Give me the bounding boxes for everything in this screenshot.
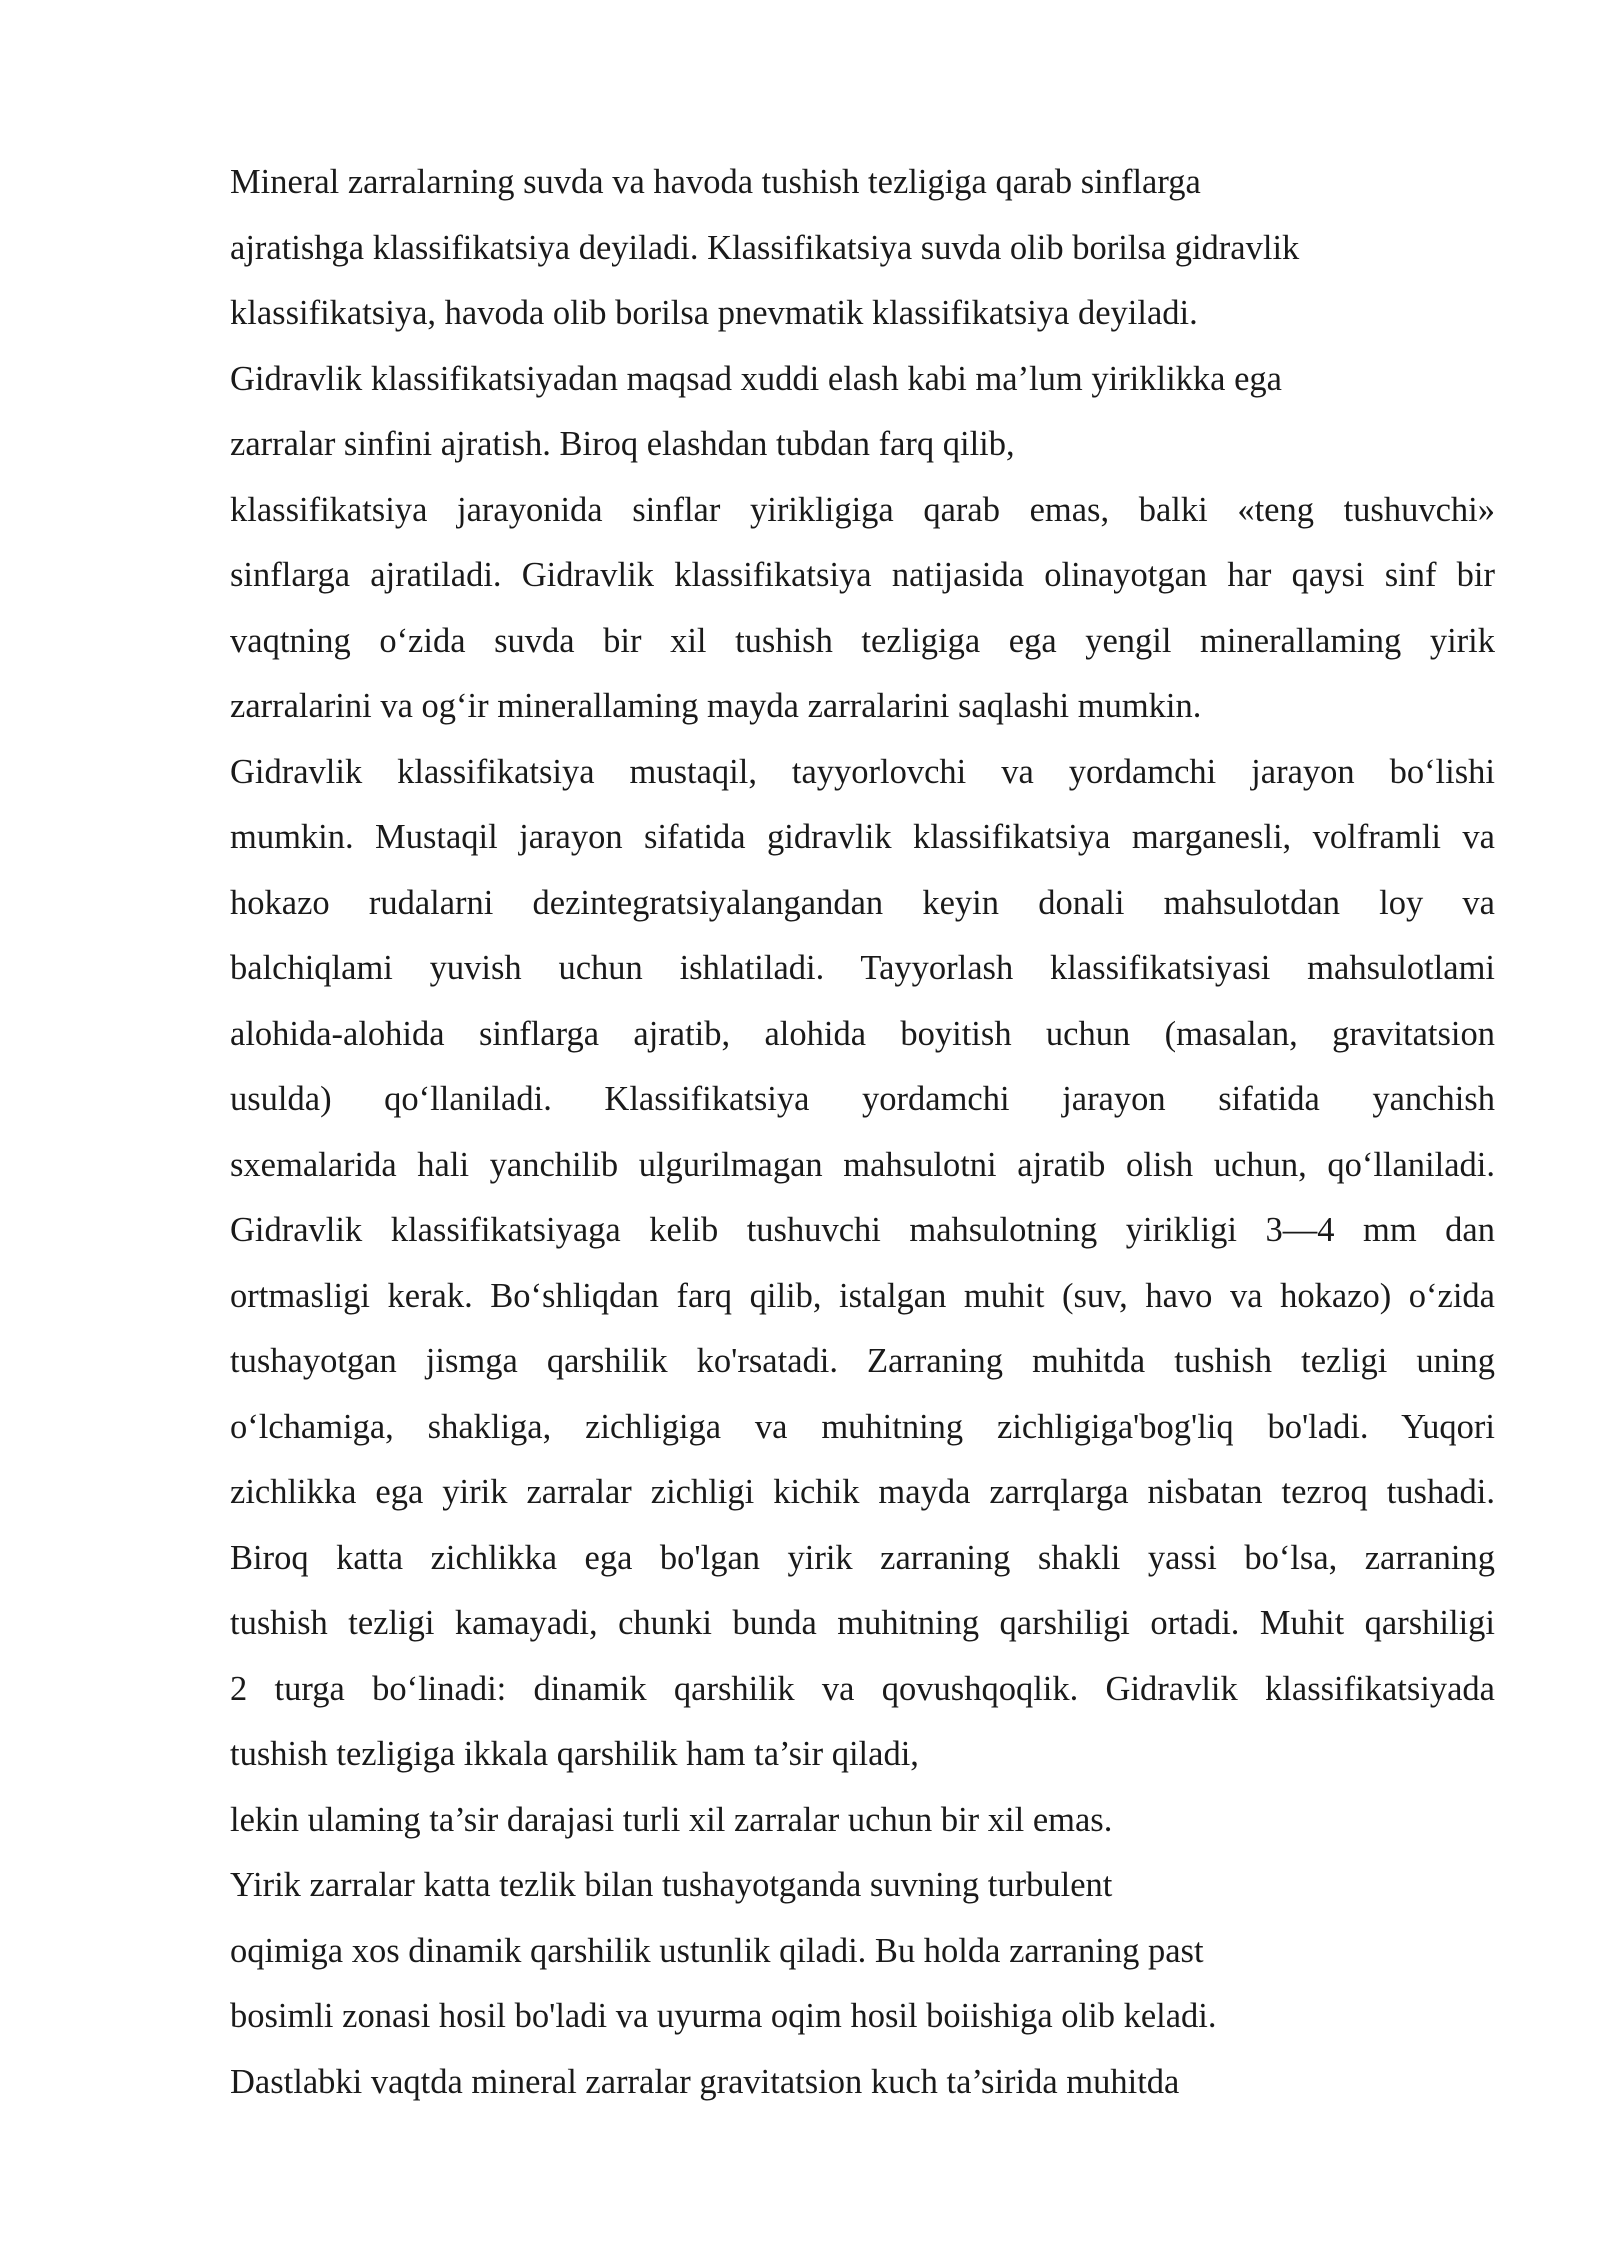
text-line: vaqtning o‘zida suvda bir xil tushish tezligiga ega yengil minerallaming yirik bbox=[230, 621, 1495, 660]
text-line: tushish tezligiga ikkala qarshilik ham ta’sir qiladi, bbox=[230, 1735, 919, 1773]
text-line: zarralar sinfini ajratish. Biroq elashdan tubdan farq qilib, bbox=[230, 425, 1015, 463]
text-line: klassifikatsiya jarayonida sinflar yirikligiga qarab emas, balki «teng tushuvchi» bbox=[230, 490, 1495, 529]
text-line: zarralarini va og‘ir minerallaming mayda zarralarini saqlashi mumkin. bbox=[230, 687, 1202, 725]
text-line: klassifikatsiya, havoda olib borilsa pnevmatik klassifikatsiya deyiladi. bbox=[230, 294, 1198, 332]
document-body bbox=[230, 150, 1495, 2115]
document-page bbox=[230, 150, 1495, 2115]
text-line: zichlikka ega yirik zarralar zichligi kichik mayda zarrqlarga nisbatan tezroq tushadi. bbox=[230, 1473, 1495, 1511]
text-line: oqimiga xos dinamik qarshilik ustunlik qiladi. Bu holda zarraning past bbox=[230, 1931, 1204, 1970]
text-line: bosimli zonasi hosil bo'ladi va uyurma oqim hosil boiishiga olib keladi. bbox=[230, 1997, 1217, 2035]
text-line: Gidravlik klassifikatsiyaga kelib tushuvchi mahsulotning yirikligi 3—4 mm dan bbox=[230, 1211, 1495, 1249]
text-line: 2 turga bo‘linadi: dinamik qarshilik va qovushqoqlik. Gidravlik klassifikatsiyada bbox=[230, 1669, 1495, 1708]
text-line: mumkin. Mustaqil jarayon sifatida gidravlik klassifikatsiya marganesli, volframli va bbox=[230, 818, 1495, 856]
text-line: Gidravlik klassifikatsiyadan maqsad xuddi elash kabi ma’lum yiriklikka ega bbox=[230, 359, 1282, 398]
text-line: tushayotgan jismga qarshilik ko'rsatadi. Zarraning muhitda tushish tezligi uning bbox=[230, 1342, 1495, 1380]
text-line: ortmasligi kerak. Bo‘shliqdan farq qilib, istalgan muhit (suv, havo va hokazo) o‘zida bbox=[230, 1276, 1495, 1315]
text-line: Dastlabki vaqtda mineral zarralar gravitatsion kuch ta’sirida muhitda bbox=[230, 2062, 1180, 2101]
text-line: sinflarga ajratiladi. Gidravlik klassifikatsiya natijasida olinayotgan har qaysi sinf bir bbox=[230, 556, 1495, 594]
text-line: sxemalarida hali yanchilib ulgurilmagan mahsulotni ajratib olish uchun, qo‘llaniladi. bbox=[230, 1145, 1495, 1184]
text-line: alohida-alohida sinflarga ajratib, alohida boyitish uchun (masalan, gravitatsion bbox=[230, 1014, 1495, 1053]
text-line: balchiqlami yuvish uchun ishlatiladi. Tayyorlash klassifikatsiyasi mahsulotlami bbox=[230, 949, 1495, 987]
text-line: hokazo rudalarni dezintegratsiyalangandan keyin donali mahsulotdan loy va bbox=[230, 883, 1495, 922]
text-line: Yirik zarralar katta tezlik bilan tushayotganda suvning turbulent bbox=[230, 1866, 1113, 1904]
text-line: Mineral zarralarning suvda va havoda tushish tezligiga qarab sinflarga bbox=[230, 163, 1201, 201]
text-line: Biroq katta zichlikka ega bo'lgan yirik zarraning shakli yassi bo‘lsa, zarraning bbox=[230, 1538, 1495, 1577]
text-line: Gidravlik klassifikatsiya mustaqil, tayyorlovchi va yordamchi jarayon bo‘lishi bbox=[230, 752, 1495, 791]
text-line: ajratishga klassifikatsiya deyiladi. Klassifikatsiya suvda olib borilsa gidravlik bbox=[230, 228, 1300, 267]
text-line: o‘lchamiga, shakliga, zichligiga va muhitning zichligiga'bog'liq bo'ladi. Yuqori bbox=[230, 1407, 1495, 1446]
text-line: usulda) qo‘llaniladi. Klassifikatsiya yordamchi jarayon sifatida yanchish bbox=[230, 1080, 1495, 1118]
text-line: tushish tezligi kamayadi, chunki bunda muhitning qarshiligi ortadi. Muhit qarshiligi bbox=[230, 1604, 1495, 1642]
text-line: lekin ulaming ta’sir darajasi turli xil zarralar uchun bir xil emas. bbox=[230, 1800, 1113, 1839]
